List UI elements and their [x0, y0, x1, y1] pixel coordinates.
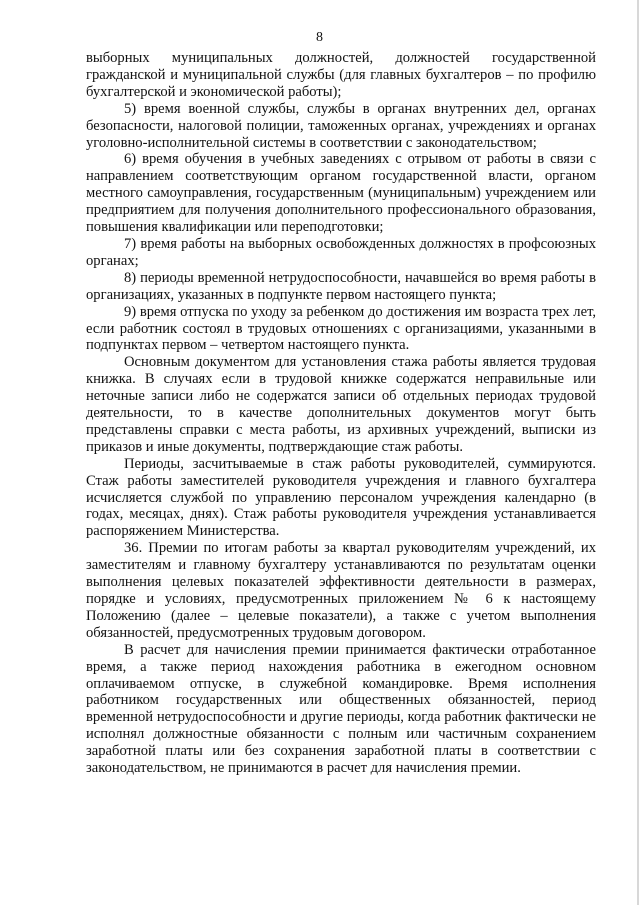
paragraph-7: Основным документом для установления стажа работы является трудовая книжка. В случаях если в трудовой книжке содержатся неправильные или неточные записи либо не содержатся записи об отдельных периодах трудовой деятельности, то в качестве дополнительных документов могут быть представлены справки с места работы, из архивных учреждений, выписки из приказов и иные документы, подтверждающие стаж работы.	[86, 354, 596, 455]
page-number: 8	[316, 30, 323, 45]
paragraph-2: 5) время военной службы, службы в органах внутренних дел, органах безопасности, налоговой полиции, таможенных органах, учреждениях и органах уголовно-исполнительной системы в соответствии с законодательством;	[86, 100, 596, 151]
paragraph-10: В расчет для начисления премии принимается фактически отработанное время, а также период нахождения работника в ежегодном основном оплачиваемом отпуске, в служебной командировке. Время исполнения работником государственных или общественных обязанностей, период временной нетрудоспособности и другие периоды, когда работник фактически не исполнял должностные обязанности с полным или частичным сохранением заработной платы или без сохранения заработной платы в соответствии с законодательством, не принимаются в расчет для начисления премии.	[86, 641, 596, 777]
paragraph-1: выборных муниципальных должностей, должностей государственной гражданской и муниципальной службы (для главных бухгалтеров – по профилю бухгалтерской и экономической работы);	[86, 50, 596, 100]
paragraph-3: 6) время обучения в учебных заведениях с отрывом от работы в связи с направлением соответствующим органом государственной власти, органом местного самоуправления, государственным (муниципальным) учреждением или предприятием для получения дополнительного профессионального образования, повышения квалификации или переподготовки;	[86, 151, 596, 236]
paragraph-9: 36. Премии по итогам работы за квартал руководителям учреждений, их заместителям и главному бухгалтеру устанавливаются по результатам оценки выполнения целевых показателей эффективности деятельности в размерах, порядке и условиях, предусмотренных приложением № 6 к настоящему Положению (далее – целевые показатели), а также с учетом выполнения обязанностей, предусмотренных трудовым договором.	[86, 540, 596, 641]
paragraph-6: 9) время отпуска по уходу за ребенком до достижения им возраста трех лет, если работник состоял в трудовых отношениях с организациями, указанными в подпунктах первом – четвертом настоящего пункта.	[86, 303, 596, 354]
paragraph-8: Периоды, засчитываемые в стаж работы руководителей, суммируются. Стаж работы заместителей руководителя учреждения и главного бухгалтера исчисляется службой по управлению персоналом учреждения календарно (в годах, месяцах, днях). Стаж работы руководителя учреждения устанавливается распоряжением Министерства.	[86, 455, 596, 540]
document-body	[86, 50, 596, 777]
paragraph-4: 7) время работы на выборных освобожденных должностях в профсоюзных органах;	[86, 235, 596, 269]
paragraph-5: 8) периоды временной нетрудоспособности, начавшейся во время работы в организациях, указанных в подпункте первом настоящего пункта;	[86, 269, 596, 303]
